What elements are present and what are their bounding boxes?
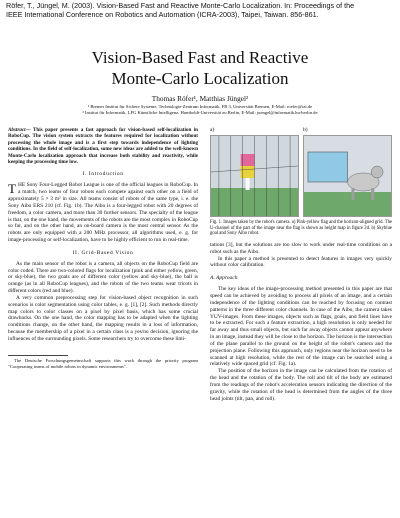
footnote-rule: [8, 355, 68, 356]
robot-dog-icon: [304, 136, 391, 216]
affiliation-1: ¹ Bremer Institut für Sichere Systeme, Technologie-Zentrum Informatik, FB 3, Universität Bremen, E-Mail: roefer@tzi.de: [87, 104, 313, 109]
figure-1: [210, 127, 392, 217]
affiliations: [0, 104, 400, 117]
title-line-2: Monte-Carlo Localization: [111, 69, 289, 88]
figure-1a: [210, 127, 299, 217]
footnote: The Deutsche Forschungsgemeinschaft supports this work through the priority program "Cooperating teams of mobile robots in dynamic environments".: [8, 357, 198, 369]
title-line-1: Vision-Based Fast and Reactive: [91, 48, 309, 67]
authors: Thomas Röfer¹, Matthias Jüngel²: [151, 94, 249, 103]
figure-1b: [303, 127, 392, 217]
section-heading-grid-vision: II. Grid-Based Vision: [72, 249, 134, 256]
figure-1b-image: [303, 135, 392, 217]
drop-cap: T: [8, 181, 16, 197]
grid-vision-paragraph-2: A very common preprocessing step for vision-based object recognition in such scenarios is color segmentation using color tables, e. g. [1], [2]. Such methods directly map colors to color classes on a pixel by pixel basis, which has some crucial drawbacks. On the one hand, the color mapping has to be adapted when the lighting conditions change, on the other hand, the mapping results in a loss of information, because the membership of a pixel in a certain class is a yes/no decision, ignoring the influences of the surrounding pixels. Some researchers try to overcome these limi-: [8, 294, 198, 342]
figure-1-caption: Fig. 1. Images taken by the robot's camera. a) Pink-yellow flag and the horizon-aligned grid. The U-channel of the part of the image near the flag is shown as height map in figure 2d. b) Skyblue goal and Sony Aibo robot.: [210, 219, 392, 237]
figure-1a-label: a): [210, 127, 215, 133]
section-heading-introduction: I. Introduction: [82, 171, 124, 178]
header-citation: Röfer, T., Jüngel, M. (2003). Vision-Based Fast and Reactive Monte-Carlo Localization. In: Proceedings of the IEEE International Conference on Robotics and Automation (ICRA-2003), Taipei, Taiwan. 856-861.: [6, 1, 355, 19]
figure-1b-label: b): [303, 127, 308, 133]
abstract-text: — This paper presents a fast approach for vision-based self-localization in RoboCup. The vision system extracts the features required for localization without processing the whole image and is a first step towards independence of lighting conditions. In the field of self-localization, some new ideas are added to the well-known Monte-Carlo localization approach that increase both stability and reactivity, while keeping the processing time low.: [8, 127, 198, 166]
intro-text: HE Sony Four-Legged Robot League is one of the official leagues in RoboCup. In a match, two teams of four robots each compete against each other on a field of approximately 5 × 3 m² in size. All teams consist of robots of the same type, i. e. the Sony Aibo ERS 210 (cf. Fig. 1b). The Aibo is a four-legged robot with 20 degrees of freedom, a color camera, and more than 30 further sensors. The specialty of the league is that, on the one hand, the movements of the robots are the most complex in RoboCup so far, and on the other hand, an on-board camera is the most central sensor. As the robots are only equipped with a 200 MHz processor, all algorithms used, e. g. for image-processing or self-localization, have to be highly efficient to run in real-time.: [8, 182, 198, 244]
figure-1a-image: [210, 135, 299, 217]
right-paragraph-1: tations [3], but the solutions are too slow to work under real-time conditions on a robot such as the Aibo.: [210, 241, 392, 255]
abstract: [8, 127, 198, 165]
subsection-heading-approach: A. Approach: [210, 275, 238, 282]
pink-yellow-flag-icon: [211, 136, 298, 216]
abstract-label: Abstract: [8, 127, 26, 133]
skyblue-goal-icon: [308, 152, 348, 182]
affiliation-2: ² Institut für Informatik, LFG Künstliche Intelligenz, Humboldt-Universität zu Berlin, E-Mail: juengel@informatik.hu-berlin.de: [82, 110, 318, 116]
paper-title: [0, 47, 400, 89]
right-paragraph-3: The key ideas of the image-processing method presented in this paper are that speed can be achieved by avoiding to process all pixels of an image, and a certain independence of the lighting conditions can be reached by focusing on contrast patterns in the three different color channels. In case of the Aibo, the camera takes YUV-images. From these images, objects such as flags, goals, and field lines have to be extracted. For such a feature extraction, a high resolution is only needed for far away and thus small objects, but such far away objects cannot appear anywhere in an image, instead they will be close to the horizon. The horizon is the intersection of the plane parallel to the ground on the height of the robot's camera and the projection plane. Following this approach, only regions near the horizon need to be scanned at high resolution, while the rest of the image can be searched using a relatively wide spaced grid (cf. Fig. 1a).: [210, 286, 392, 368]
left-column: [8, 127, 198, 369]
grid-vision-paragraph-1: As the main sensor of the robot is a camera, all objects on the RoboCup field are color coded. There are two-colored flags for localization (pink and either yellow, green, or sky-blue), the two goals are of different color (yellow and sky-blue), the ball is orange (as in all RoboCup leagues), and the robots of the two teams wear tricots in different colors (red and blue).: [8, 260, 198, 295]
right-paragraph-4: The position of the horizon in the image can be calculated from the rotation of the head and the rotation of the body. The roll and tilt of the body are estimated from the readings of the robot's acceleration sensors indicating the direction of the gravity, while the rotation of the head is determined from the angles of the three head joints (tilt, pan, and roll).: [210, 368, 392, 402]
right-paragraph-2: In this paper a method is presented to detect features in images very quickly without color calibration.: [210, 255, 392, 269]
intro-paragraph: [8, 182, 198, 244]
right-column: [210, 127, 392, 403]
